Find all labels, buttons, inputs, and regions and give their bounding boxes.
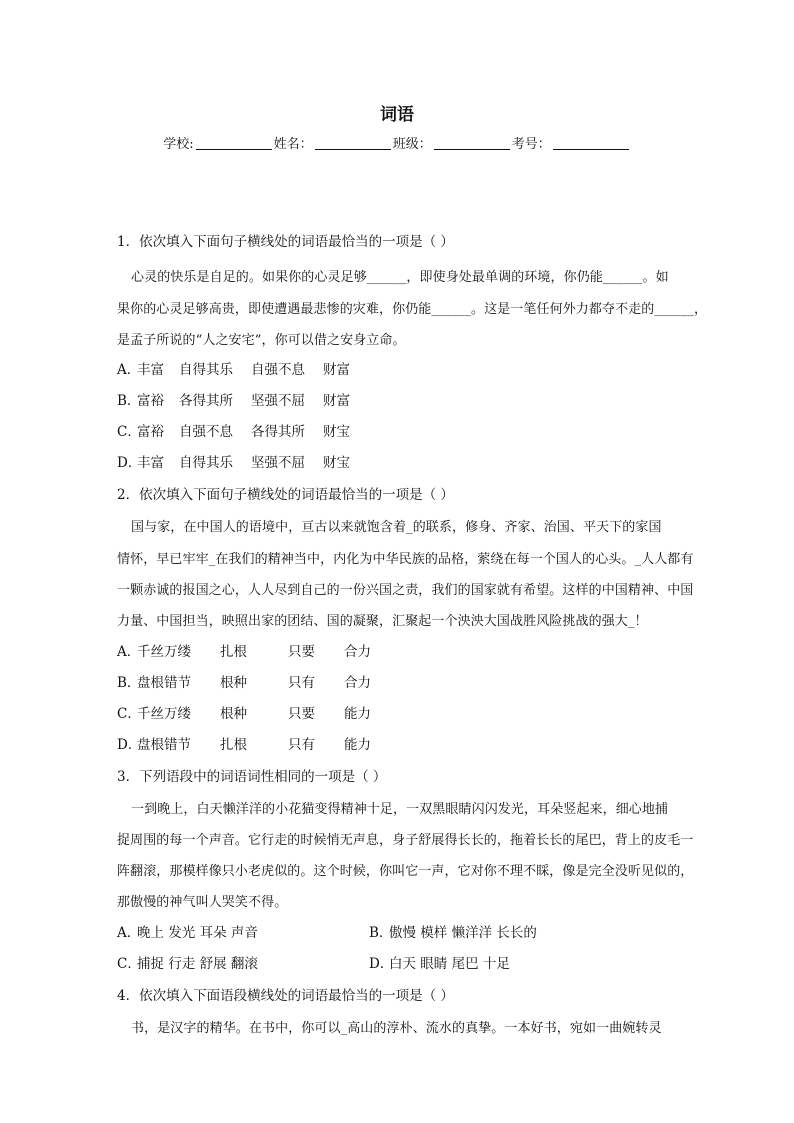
question-3-passage-line: 捉周围的每一个声音。它行走的时候悄无声息，身子舒展得长长的，拖着长长的尾巴，背上的皮毛一 bbox=[117, 833, 694, 848]
option-word: 自得其乐 bbox=[179, 362, 233, 378]
question-1-passage-line: 心灵的快乐是自足的。如果你的心灵足够______，即使身处最单调的环境，你仍能______。如 bbox=[131, 270, 669, 285]
option-word: 只要 bbox=[288, 706, 315, 722]
option-word: 各得其所 bbox=[251, 424, 305, 440]
question-2-passage-line: 一颗赤诚的报国之心，人人尽到自己的一份兴国之责，我们的国家就有希望。这样的中国精神、中国 bbox=[117, 583, 694, 598]
question-3-option-a[interactable] bbox=[117, 921, 258, 941]
question-3-option-c[interactable] bbox=[117, 952, 258, 972]
option-word: 富裕 bbox=[137, 424, 164, 440]
exam-no-label: 考号： bbox=[511, 137, 551, 152]
option-word: 盘根错节 bbox=[137, 675, 191, 691]
question-1-passage-line: 果你的心灵足够高贵，即使遭遇最悲惨的灾难，你仍能______。这是一笔任何外力都夺不走的______， bbox=[117, 302, 708, 317]
question-2-option-d[interactable] bbox=[117, 733, 371, 753]
option-word: 丰富 bbox=[137, 455, 164, 471]
name-blank bbox=[315, 137, 391, 150]
option-word: 富裕 bbox=[137, 393, 164, 409]
exam-no-blank bbox=[553, 137, 629, 150]
question-1-option-d[interactable] bbox=[117, 451, 350, 471]
student-info-line bbox=[0, 133, 794, 152]
question-1-option-a[interactable] bbox=[117, 358, 350, 378]
option-letter: B． bbox=[117, 393, 141, 409]
option-word: 合力 bbox=[344, 675, 371, 691]
question-1-option-c[interactable] bbox=[117, 420, 350, 440]
question-3-stem: 3．下列语段中的词语词性相同的一项是（ ） bbox=[117, 769, 387, 785]
option-word: 根种 bbox=[220, 706, 247, 722]
option-word: 自强不息 bbox=[179, 424, 233, 440]
option-word: 财富 bbox=[323, 362, 350, 378]
option-word: 只要 bbox=[288, 644, 315, 660]
option-word: 千丝万缕 bbox=[137, 706, 191, 722]
option-word: 扎根 bbox=[220, 644, 247, 660]
question-2-passage-line: 国与家，在中国人的语境中，亘古以来就饱含着_的联系，修身、齐家、治国、平天下的家国 bbox=[131, 520, 662, 535]
question-1-passage-line: 是孟子所说的“人之安宅”，你可以借之安身立命。 bbox=[117, 333, 406, 348]
question-3-passage-line: 阵翻滚，那模样像只小老虎似的。这个时候，你叫它一声，它对你不理不睬，像是完全没听见似的， bbox=[117, 864, 694, 879]
option-word: 自强不息 bbox=[251, 362, 305, 378]
option-word: 能力 bbox=[344, 706, 371, 722]
question-1-stem: 1．依次填入下面句子横线处的词语最恰当的一项是（ ） bbox=[117, 234, 454, 250]
option-word: 财富 bbox=[323, 393, 350, 409]
question-3-passage-line: 那傲慢的神气叫人哭笑不得。 bbox=[117, 895, 288, 910]
option-word: 坚强不屈 bbox=[251, 393, 305, 409]
option-word: 各得其所 bbox=[179, 393, 233, 409]
option-text: 傲慢 模样 懒洋洋 长长的 bbox=[389, 925, 537, 941]
question-3-passage-line: 一到晚上，白天懒洋洋的小花猫变得精神十足，一双黑眼睛闪闪发光，耳朵竖起来，细心地捕 bbox=[131, 802, 669, 817]
question-1-option-b[interactable] bbox=[117, 389, 350, 409]
option-word: 财宝 bbox=[323, 455, 350, 471]
option-word: 自得其乐 bbox=[179, 455, 233, 471]
question-4-stem: 4．依次填入下面语段横线处的词语最恰当的一项是（ ） bbox=[117, 988, 454, 1004]
option-word: 扎根 bbox=[220, 737, 247, 753]
option-word: 坚强不屈 bbox=[251, 455, 305, 471]
option-word: 根种 bbox=[220, 675, 247, 691]
option-text: 捕捉 行走 舒展 翻滚 bbox=[137, 956, 258, 972]
option-text: 白天 眼睛 尾巴 十足 bbox=[389, 956, 510, 972]
option-letter: D． bbox=[117, 737, 142, 753]
option-letter: D． bbox=[117, 455, 142, 471]
option-letter: C． bbox=[117, 706, 141, 722]
option-word: 丰富 bbox=[137, 362, 164, 378]
school-label: 学校: bbox=[163, 137, 194, 152]
option-letter: C． bbox=[117, 424, 141, 440]
option-letter: A． bbox=[117, 644, 141, 660]
option-letter: C． bbox=[117, 956, 141, 972]
class-blank bbox=[434, 137, 510, 150]
option-word: 只有 bbox=[288, 737, 315, 753]
option-letter: B． bbox=[369, 925, 393, 941]
option-word: 财宝 bbox=[323, 424, 350, 440]
option-letter: A． bbox=[117, 362, 141, 378]
name-label: 姓名： bbox=[273, 137, 313, 152]
option-word: 千丝万缕 bbox=[137, 644, 191, 660]
option-word: 只有 bbox=[288, 675, 315, 691]
question-3-option-d[interactable] bbox=[369, 952, 510, 972]
question-2-stem: 2．依次填入下面句子横线处的词语最恰当的一项是（ ） bbox=[117, 487, 454, 503]
question-2-option-c[interactable] bbox=[117, 702, 371, 722]
option-word: 盘根错节 bbox=[137, 737, 191, 753]
question-4-passage-line: 书，是汉字的精华。在书中，你可以_高山的淳朴、流水的真挚。一本好书，宛如一曲婉转灵 bbox=[131, 1021, 662, 1036]
question-2-passage-line: 情怀，早已牢牢_在我们的精神当中，内化为中华民族的品格，萦绕在每一个国人的心头。_人人都有 bbox=[117, 552, 694, 567]
school-blank bbox=[196, 137, 272, 150]
option-word: 合力 bbox=[344, 644, 371, 660]
question-2-option-b[interactable] bbox=[117, 671, 371, 691]
question-3-option-b[interactable] bbox=[369, 921, 537, 941]
question-2-passage-line: 力量、中国担当，映照出家的团结、国的凝聚，汇聚起一个泱泱大国战胜风险挑战的强大_！ bbox=[117, 614, 648, 629]
option-letter: B． bbox=[117, 675, 141, 691]
question-2-option-a[interactable] bbox=[117, 640, 371, 660]
option-word: 能力 bbox=[344, 737, 371, 753]
class-label: 班级： bbox=[392, 137, 432, 152]
page-title: 词语 bbox=[380, 105, 414, 125]
option-letter: A． bbox=[117, 925, 141, 941]
option-letter: D． bbox=[369, 956, 394, 972]
option-text: 晚上 发光 耳朵 声音 bbox=[137, 925, 258, 941]
